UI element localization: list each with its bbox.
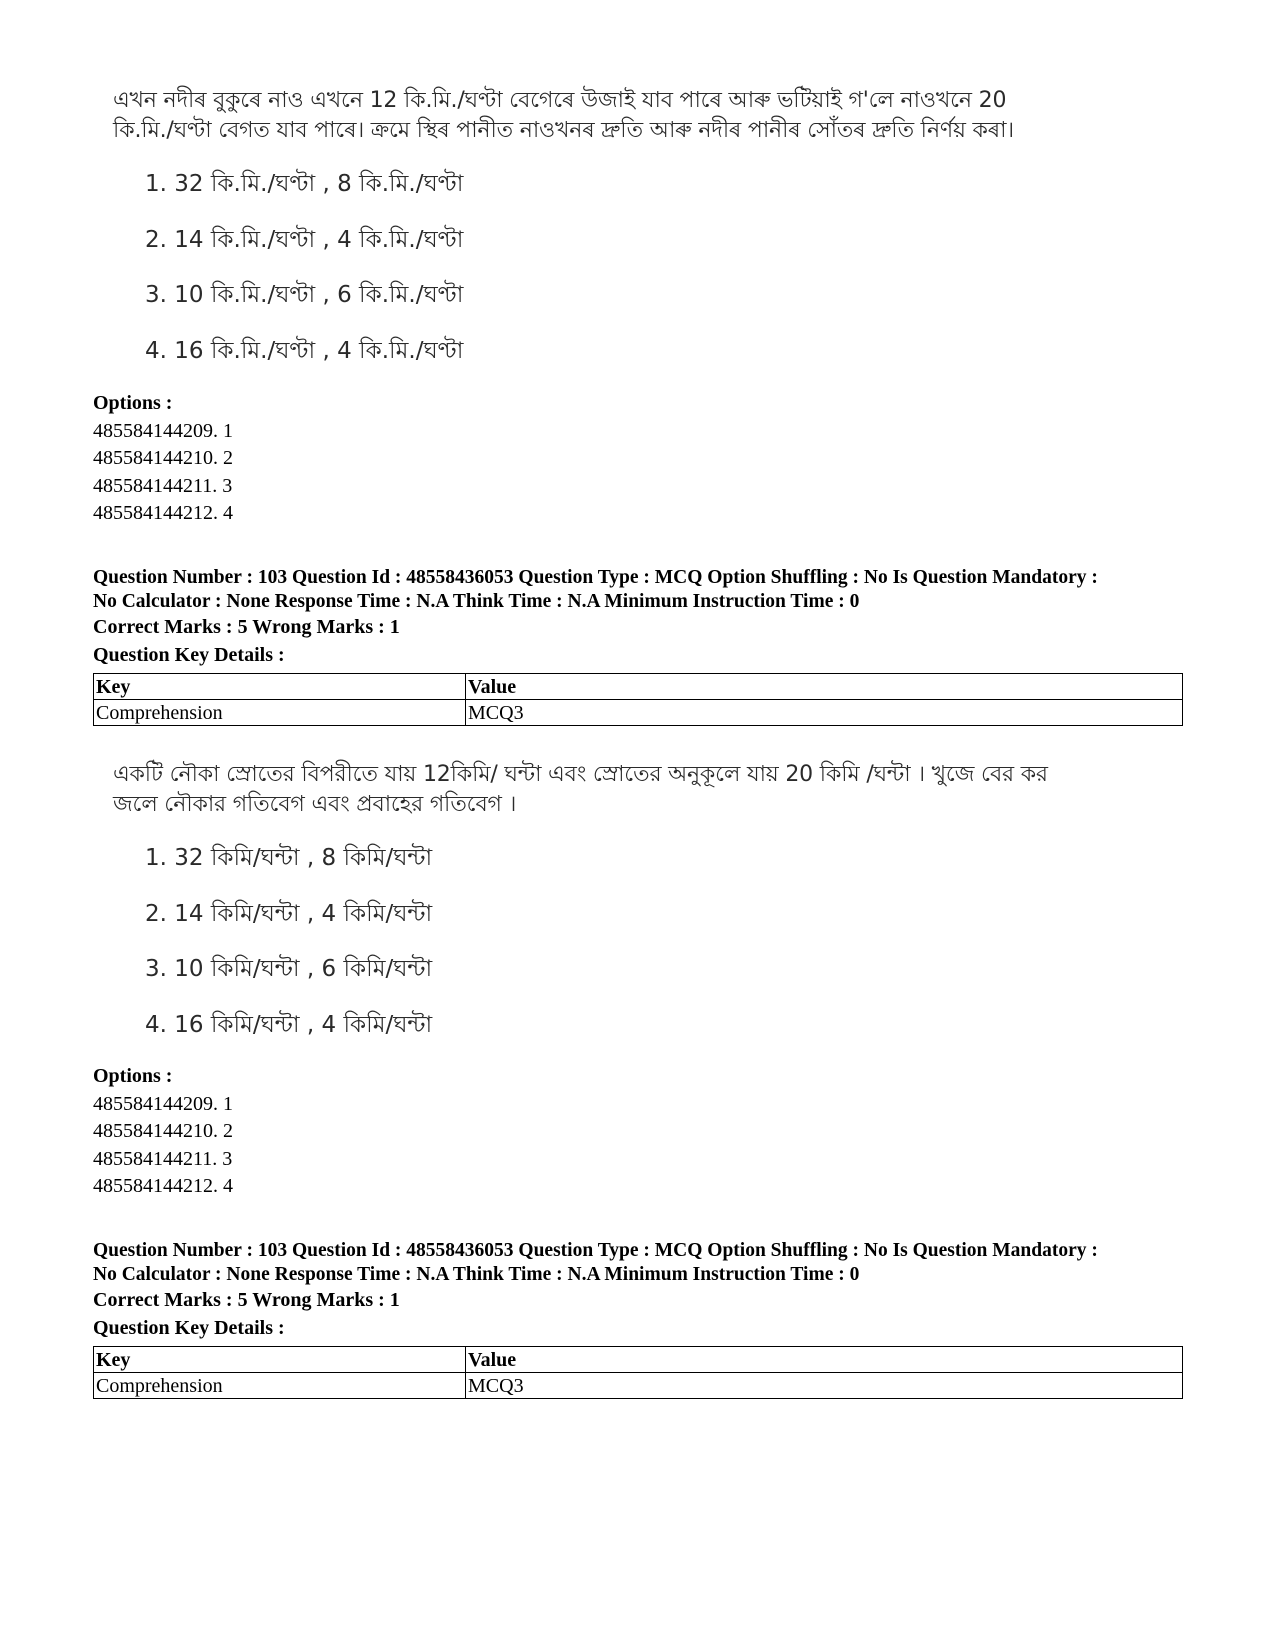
question-option-4: 4. 16 কিমি/ঘন্টা , 4 কিমি/ঘন্টা — [145, 1012, 433, 1038]
key-value-table — [93, 673, 1183, 726]
key-details-heading: Question Key Details : — [93, 644, 285, 666]
question-meta-line1: Question Number : 103 Question Id : 48558436053 Question Type : MCQ Option Shuffling : No Is Question Mandatory : — [93, 1240, 1098, 1261]
question-image-bengali — [113, 760, 1193, 1050]
options-heading: Options : — [93, 1065, 173, 1087]
table-row — [94, 1373, 1183, 1399]
table-cell-key: Comprehension — [94, 1373, 466, 1399]
key-value-table — [93, 1346, 1183, 1399]
question-meta — [93, 1239, 1183, 1287]
table-row — [94, 700, 1183, 726]
question-meta — [93, 566, 1183, 614]
table-cell-value: MCQ3 — [466, 1373, 1183, 1399]
question-meta-line2: No Calculator : None Response Time : N.A Think Time : N.A Minimum Instruction Time : 0 — [93, 591, 860, 612]
table-header-row — [94, 674, 1183, 700]
question-option-3: 3. 10 কি.মি./ঘণ্টা , 6 কি.মি./ঘণ্টা — [145, 282, 464, 308]
question-option-3: 3. 10 কিমি/ঘন্টা , 6 কিমি/ঘন্টা — [145, 956, 433, 982]
question-option-4: 4. 16 কি.মি./ঘণ্টা , 4 কি.মি./ঘণ্টা — [145, 338, 464, 364]
table-header-value: Value — [466, 674, 1183, 700]
option-line: 485584144210. 2 — [93, 447, 233, 469]
table-header-key: Key — [94, 1347, 466, 1373]
option-line: 485584144212. 4 — [93, 1175, 233, 1197]
question-meta-line1: Question Number : 103 Question Id : 48558436053 Question Type : MCQ Option Shuffling : No Is Question Mandatory : — [93, 567, 1098, 588]
table-header-value: Value — [466, 1347, 1183, 1373]
option-line: 485584144212. 4 — [93, 502, 233, 524]
table-cell-key: Comprehension — [94, 700, 466, 726]
table-cell-value: MCQ3 — [466, 700, 1183, 726]
options-heading: Options : — [93, 392, 173, 414]
question-image-assamese — [113, 86, 1193, 376]
question-option-1: 1. 32 কি.মি./ঘণ্টা , 8 কি.মি./ঘণ্টা — [145, 171, 464, 197]
table-header-row — [94, 1347, 1183, 1373]
option-line: 485584144211. 3 — [93, 1148, 233, 1170]
marks-line: Correct Marks : 5 Wrong Marks : 1 — [93, 1289, 400, 1311]
option-line: 485584144211. 3 — [93, 475, 233, 497]
key-details-heading: Question Key Details : — [93, 1317, 285, 1339]
option-line: 485584144209. 1 — [93, 1093, 233, 1115]
question-meta-line2: No Calculator : None Response Time : N.A Think Time : N.A Minimum Instruction Time : 0 — [93, 1264, 860, 1285]
question-option-1: 1. 32 কিমি/ঘন্টা , 8 কিমি/ঘন্টা — [145, 845, 433, 871]
question-option-2: 2. 14 কিমি/ঘন্টা , 4 কিমি/ঘন্টা — [145, 901, 433, 927]
table-header-key: Key — [94, 674, 466, 700]
marks-line: Correct Marks : 5 Wrong Marks : 1 — [93, 616, 400, 638]
option-line: 485584144209. 1 — [93, 420, 233, 442]
option-line: 485584144210. 2 — [93, 1120, 233, 1142]
question-option-2: 2. 14 কি.মি./ঘণ্টা , 4 কি.মি./ঘণ্টা — [145, 227, 464, 253]
question-stem: এখন নদীৰ বুকুৰে নাও এখনে 12 কি.মি./ঘণ্টা বেগেৰে উজাই যাব পাৰে আৰু ভটিয়াই গ'লে নাওখনে 20 কি.মি./ঘণ্টা বেগত যাব পাৰে। ক্ৰমে স্থিৰ পানীত নাওখনৰ দ্ৰুতি আৰু নদীৰ পানীৰ সোঁতৰ দ্ৰুতি নিৰ্ণয় কৰা। — [113, 88, 1014, 143]
question-stem: একটি নৌকা স্রোতের বিপরীতে যায় 12কিমি/ ঘন্টা এবং স্রোতের অনুকূলে যায় 20 কিমি /ঘন্টা । খুজে বের কর জলে নৌকার গতিবেগ এবং প্রবাহের গতিবেগ । — [113, 762, 1048, 817]
